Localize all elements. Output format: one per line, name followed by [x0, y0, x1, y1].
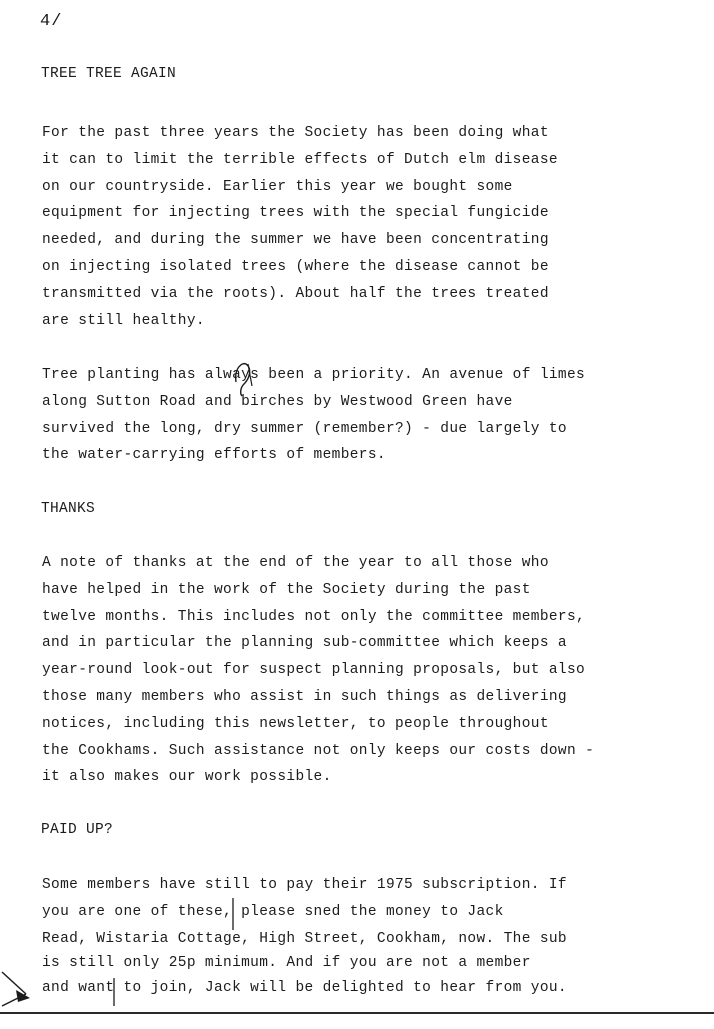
page-bottom-rule: [0, 1012, 714, 1014]
text-line: and want to join, Jack will be delighted to hear from you.: [42, 980, 567, 997]
text-line: transmitted via the roots). About half the trees treated: [42, 285, 549, 302]
text-line: along Sutton Road and birches by Westwood Green have: [42, 393, 513, 410]
paragraph-paid-up: [42, 872, 567, 1002]
text-line: Read, Wistaria Cottage, High Street, Cookham, now. The sub: [42, 930, 567, 947]
text-line: Tree planting has always been a priority. An avenue of limes: [42, 367, 586, 383]
text-line: are still healthy.: [42, 312, 205, 329]
text-line: is still only 25p minimum. And if you are not a member: [42, 955, 531, 972]
section-heading-paid-up: PAID UP?: [41, 822, 114, 838]
text-line: survived the long, dry summer (remember?) - due largely to: [42, 420, 567, 437]
text-line: the Cookhams. Such assistance not only keeps our costs down -: [42, 742, 595, 759]
text-line: year-round look-out for suspect planning proposals, but also: [42, 662, 586, 679]
text-line: have helped in the work of the Society during the past: [42, 581, 531, 598]
paragraph-dutch-elm-disease: [42, 120, 558, 334]
text-line: notices, including this newsletter, to people throughout: [42, 715, 549, 732]
text-line: For the past three years the Society has been doing what: [42, 125, 549, 141]
page-number: 4/: [40, 12, 63, 31]
text-line: needed, and during the summer we have been concentrating: [42, 232, 549, 249]
text-line: and in particular the planning sub-committee which keeps a: [42, 635, 567, 652]
text-line: on injecting isolated trees (where the disease cannot be: [42, 258, 549, 275]
paragraph-thanks: [42, 550, 594, 791]
text-line: it can to limit the terrible effects of Dutch elm disease: [42, 151, 558, 168]
text-line: twelve months. This includes not only the committee members,: [42, 608, 586, 625]
text-line: the water-carrying efforts of members.: [42, 447, 386, 464]
text-line: A note of thanks at the end of the year to all those who: [42, 555, 549, 571]
text-line: Some members have still to pay their 1975 subscription. If: [42, 877, 567, 893]
handwritten-correction-icon: [228, 358, 264, 398]
section-heading-tree-tree-again: TREE TREE AGAIN: [41, 66, 177, 82]
text-line: those many members who assist in such things as delivering: [42, 688, 567, 705]
handwritten-stroke-icon: [229, 896, 237, 932]
text-line: equipment for injecting trees with the special fungicide: [42, 205, 549, 222]
handwritten-stroke-icon: [110, 976, 118, 1008]
paragraph-tree-planting: [42, 362, 585, 469]
text-line: it also makes our work possible.: [42, 769, 332, 786]
margin-arrow-icon: [0, 968, 36, 1008]
section-heading-thanks: THANKS: [41, 501, 96, 517]
text-line: on our countryside. Earlier this year we bought some: [42, 178, 513, 195]
text-line: you are one of these, please sned the money to Jack: [42, 903, 504, 920]
